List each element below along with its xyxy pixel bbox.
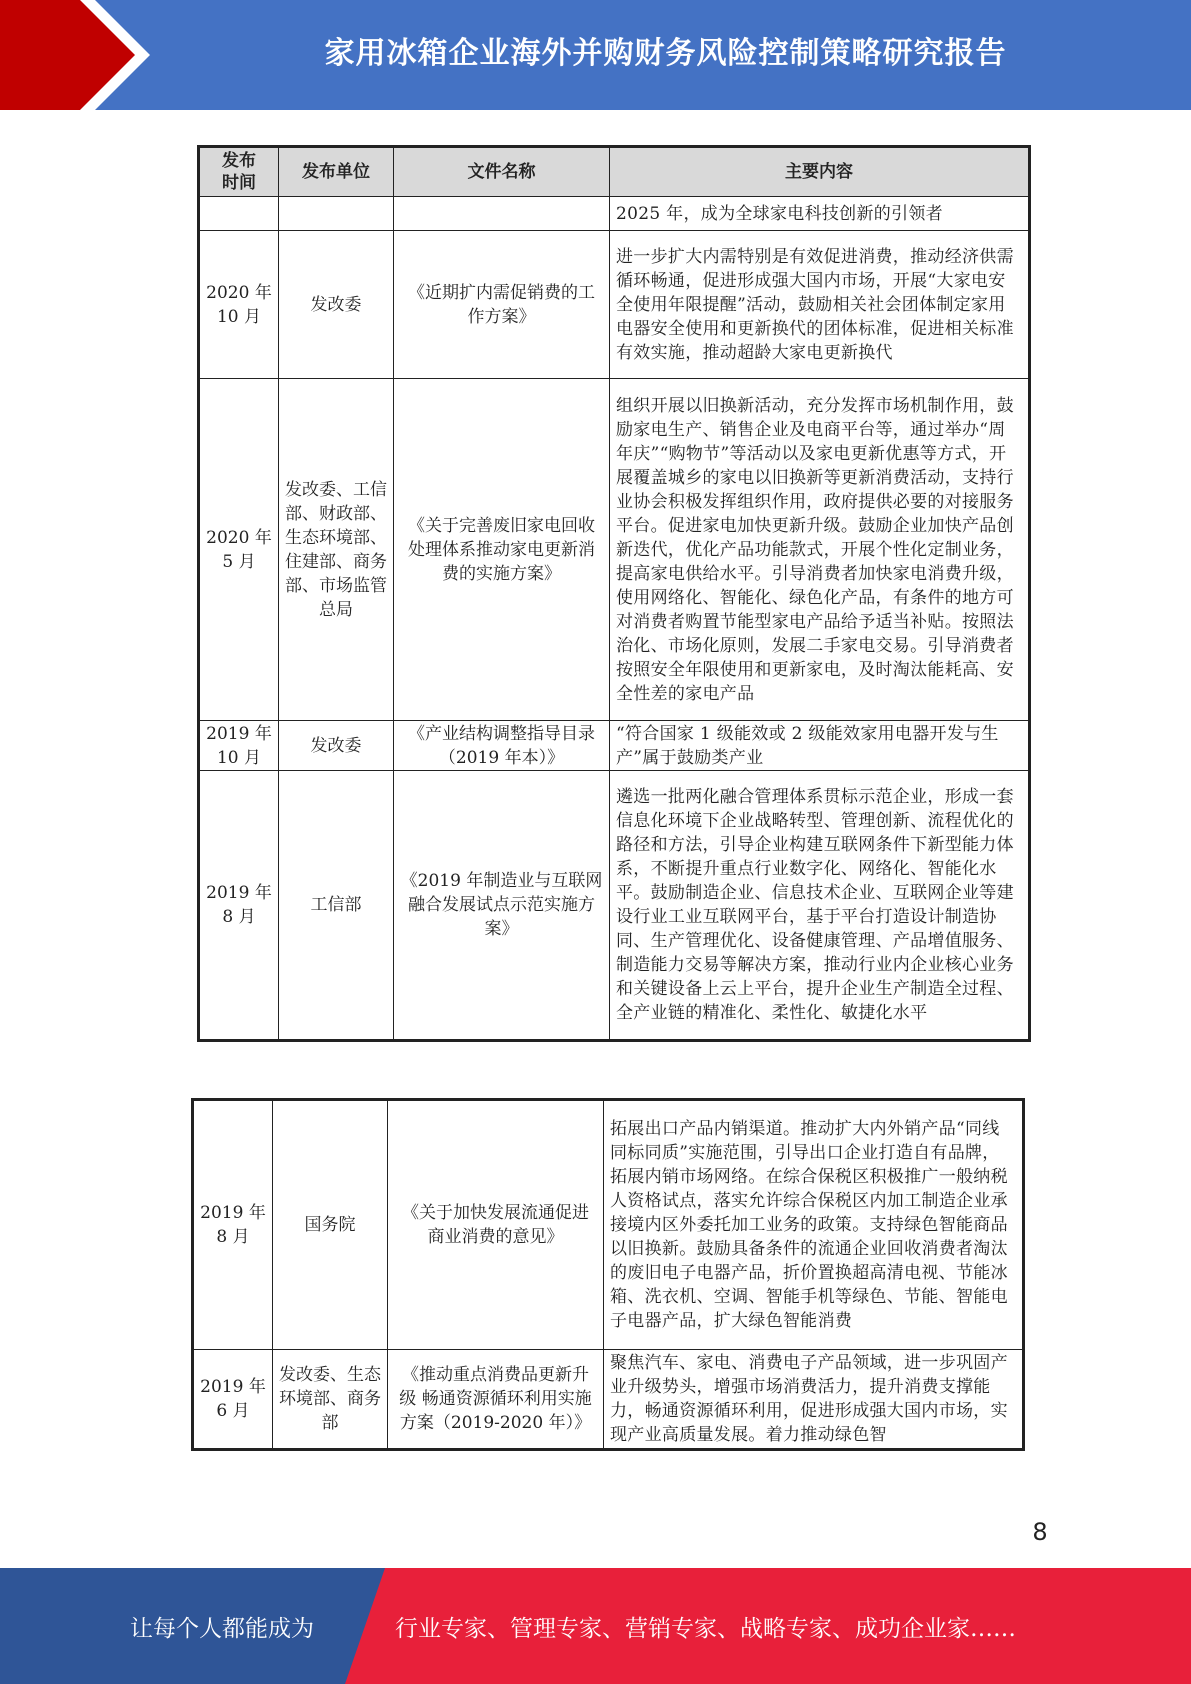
row-content: 聚焦汽车、家电、消费电子产品领域，进一步巩固产业升级势头，增强市场消费活力，提升消费支撑能力，畅通资源循环利用，促进形成强大国内市场，实现产业高质量发展。着力推动绿色智 [604,1350,1024,1450]
header-date: 发布时间 [199,147,279,197]
row-content: 进一步扩大内需特别是有效促进消费，推动经济供需循环畅通，促进形成强大国内市场，开展“大家电安全使用年限提醒”活动，鼓励相关社会团体制定家用电器安全使用和更新换代的团体标准，促进相关标准有效实施，推动超龄大家电更新换代 [610,231,1030,379]
row-content: 2025 年，成为全球家电科技创新的引领者 [610,197,1030,231]
row-doc [394,197,610,231]
header-unit: 发布单位 [279,147,394,197]
row-doc: 《推动重点消费品更新升级 畅通资源循环利用实施方案（2019-2020 年）》 [388,1350,604,1450]
header-arrow-decoration [0,0,180,110]
row-date [199,197,279,231]
row-doc: 《2019 年制造业与互联网融合发展试点示范实施方案》 [394,771,610,1041]
policy-table-part2 [191,1098,1025,1451]
page-number: 8 [1032,1518,1048,1546]
footer-slogan-left: 让每个人都能成为 [130,1615,314,1642]
row-doc: 《产业结构调整指导目录（2019 年本）》 [394,721,610,771]
footer-slogan-right: 行业专家、管理专家、营销专家、战略专家、成功企业家…… [395,1615,1016,1642]
row-unit: 发改委、工信部、财政部、生态环境部、住建部、商务部、市场监管总局 [279,379,394,721]
row-unit: 发改委 [279,231,394,379]
table-row [199,197,1030,231]
header-doc: 文件名称 [394,147,610,197]
row-unit: 国务院 [273,1100,388,1350]
table-row [199,379,1030,721]
table-row [199,721,1030,771]
row-date: 2020 年 5 月 [199,379,279,721]
report-title: 家用冰箱企业海外并购财务风险控制策略研究报告 [324,36,1007,71]
row-unit [279,197,394,231]
table-row [199,771,1030,1041]
row-date: 2019 年 8 月 [199,771,279,1041]
row-date: 2019 年 8 月 [193,1100,273,1350]
row-doc: 《关于完善废旧家电回收处理体系推动家电更新消费的实施方案》 [394,379,610,721]
row-content: 组织开展以旧换新活动，充分发挥市场机制作用，鼓励家电生产、销售企业及电商平台等，通过举办“周年庆”“购物节”等活动以及家电更新优惠等方式，开展覆盖城乡的家电以旧换新等更新消费活动，支持行业协会积极发挥组织作用，政府提供必要的对接服务平台。促进家电加快更新升级。鼓励企业加快产品创新迭代，优化产品功能款式，开展个性化定制业务，提高家电供给水平。引导消费者加快家电消费升级，使用网络化、智能化、绿色化产品，有条件的地方可对消费者购置节能型家电产品给予适当补贴。按照法治化、市场化原则，发展二手家电交易。引导消费者按照安全年限使用和更新家电，及时淘汰能耗高、安全性差的家电产品 [610,379,1030,721]
row-unit: 发改委 [279,721,394,771]
row-content: “符合国家 1 级能效或 2 级能效家用电器开发与生产”属于鼓励类产业 [610,721,1030,771]
policy-table-part1 [197,145,1031,1042]
row-doc: 《关于加快发展流通促进商业消费的意见》 [388,1100,604,1350]
row-unit: 发改委、生态环境部、商务部 [273,1350,388,1450]
table-row [193,1350,1024,1450]
header-content: 主要内容 [610,147,1030,197]
page-footer [0,1568,1191,1684]
row-unit: 工信部 [279,771,394,1041]
page-header [0,0,1191,110]
row-doc: 《近期扩内需促销费的工作方案》 [394,231,610,379]
row-date: 2019 年 6 月 [193,1350,273,1450]
row-date: 2019 年 10 月 [199,721,279,771]
row-content: 遴选一批两化融合管理体系贯标示范企业，形成一套信息化环境下企业战略转型、管理创新、流程优化的路径和方法，引导企业构建互联网条件下新型能力体系，不断提升重点行业数字化、网络化、智能化水平。鼓励制造企业、信息技术企业、互联网企业等建设行业工业互联网平台，基于平台打造设计制造协同、生产管理优化、设备健康管理、产品增值服务、制造能力交易等解决方案，推动行业内企业核心业务和关键设备上云上平台，提升企业生产制造全过程、全产业链的精准化、柔性化、敏捷化水平 [610,771,1030,1041]
table-header-row [199,147,1030,197]
table-row [193,1100,1024,1350]
row-date: 2020 年 10 月 [199,231,279,379]
row-content: 拓展出口产品内销渠道。推动扩大内外销产品“同线同标同质”实施范围，引导出口企业打造自有品牌，拓展内销市场网络。在综合保税区积极推广一般纳税人资格试点，落实允许综合保税区内加工制造企业承接境内区外委托加工业务的政策。支持绿色智能商品以旧换新。鼓励具备条件的流通企业回收消费者淘汰的废旧电子电器产品，折价置换超高清电视、节能冰箱、洗衣机、空调、智能手机等绿色、节能、智能电子电器产品，扩大绿色智能消费 [604,1100,1024,1350]
table-row [199,231,1030,379]
